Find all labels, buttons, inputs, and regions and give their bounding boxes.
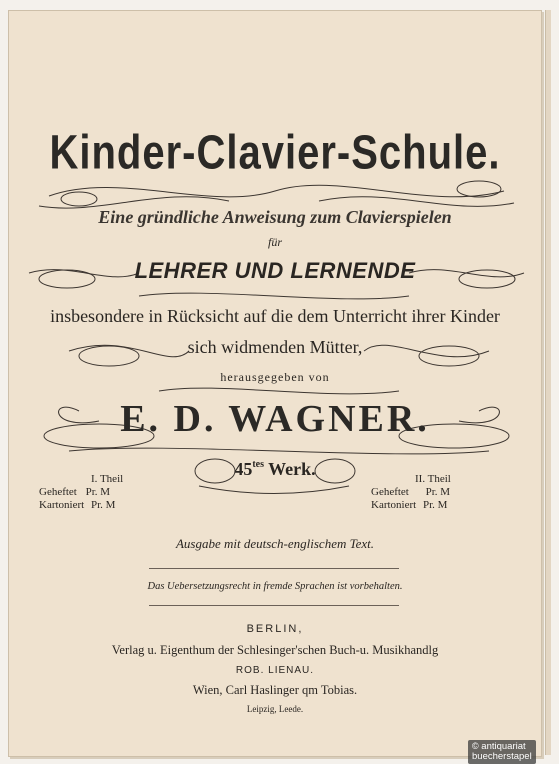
edition-note: Ausgabe mit deutsch-englischem Text. xyxy=(175,536,375,551)
divider-lower xyxy=(149,605,399,606)
opus-werk: Werk. xyxy=(268,459,316,479)
editor-prefix: herausgegeben von xyxy=(220,370,330,384)
part-2-heading: II. Theil xyxy=(415,473,451,485)
watermark-stamp xyxy=(468,740,536,764)
page-edge xyxy=(545,10,551,755)
divider-upper xyxy=(149,568,399,569)
for-label: für xyxy=(267,235,282,249)
part-2-geheftet-row xyxy=(371,486,451,499)
part-1-geheftet: Geheftet xyxy=(39,486,77,498)
part-1-geheftet-price: Pr. M xyxy=(85,486,111,498)
part-2-price-block xyxy=(371,473,451,512)
part-1-geheftet-row xyxy=(39,486,123,499)
part-1-kartoniert: Kartoniert xyxy=(39,499,85,511)
description-line-1: insbesondere in Rücksicht auf die dem Unterricht ihrer Kinder xyxy=(50,306,500,326)
publisher-owner: ROB. LIENAU. xyxy=(235,665,315,676)
copyright-icon: © xyxy=(472,741,479,751)
description-line-2: sich widmenden Mütter, xyxy=(187,337,363,357)
part-1-heading: I. Theil xyxy=(91,473,124,485)
part-1-kartoniert-price: Pr. M xyxy=(90,499,116,511)
subtitle: Eine gründliche Anweisung zum Clavierspielen xyxy=(98,207,452,227)
publisher-line: Verlag u. Eigenthum der Schlesinger'schen Buch-u. Musikhandlg xyxy=(111,643,439,657)
vienna-distributor: Wien, Carl Haslinger qm Tobias. xyxy=(192,683,358,697)
audience-heading: LEHRER UND LERNENDE xyxy=(134,258,416,283)
part-2-geheftet: Geheftet xyxy=(371,486,409,498)
part-2-kartoniert: Kartoniert xyxy=(371,499,417,511)
watermark-line-1: antiquariat xyxy=(481,741,526,752)
main-title: Kinder-Clavier-Schule. xyxy=(49,126,501,180)
leipzig-distributor: Leipzig, Leede. xyxy=(246,704,304,714)
title-page xyxy=(8,10,542,757)
part-2-geheftet-price: Pr. M xyxy=(425,486,451,498)
publisher-city: BERLIN, xyxy=(246,623,304,635)
part-2-kartoniert-price: Pr. M xyxy=(422,499,448,511)
part-1-kartoniert-row xyxy=(39,499,123,512)
watermark-line-2: buecherstapel xyxy=(472,751,532,762)
part-1-price-block xyxy=(39,473,123,512)
opus-number: 45 xyxy=(234,459,253,479)
part-2-kartoniert-row xyxy=(371,499,451,512)
author-name: E. D. WAGNER. xyxy=(120,398,430,440)
translation-rights-note: Das Uebersetzungsrecht in fremde Sprachen ist vorbehalten. xyxy=(147,581,403,592)
opus-suffix: tes xyxy=(252,459,264,470)
